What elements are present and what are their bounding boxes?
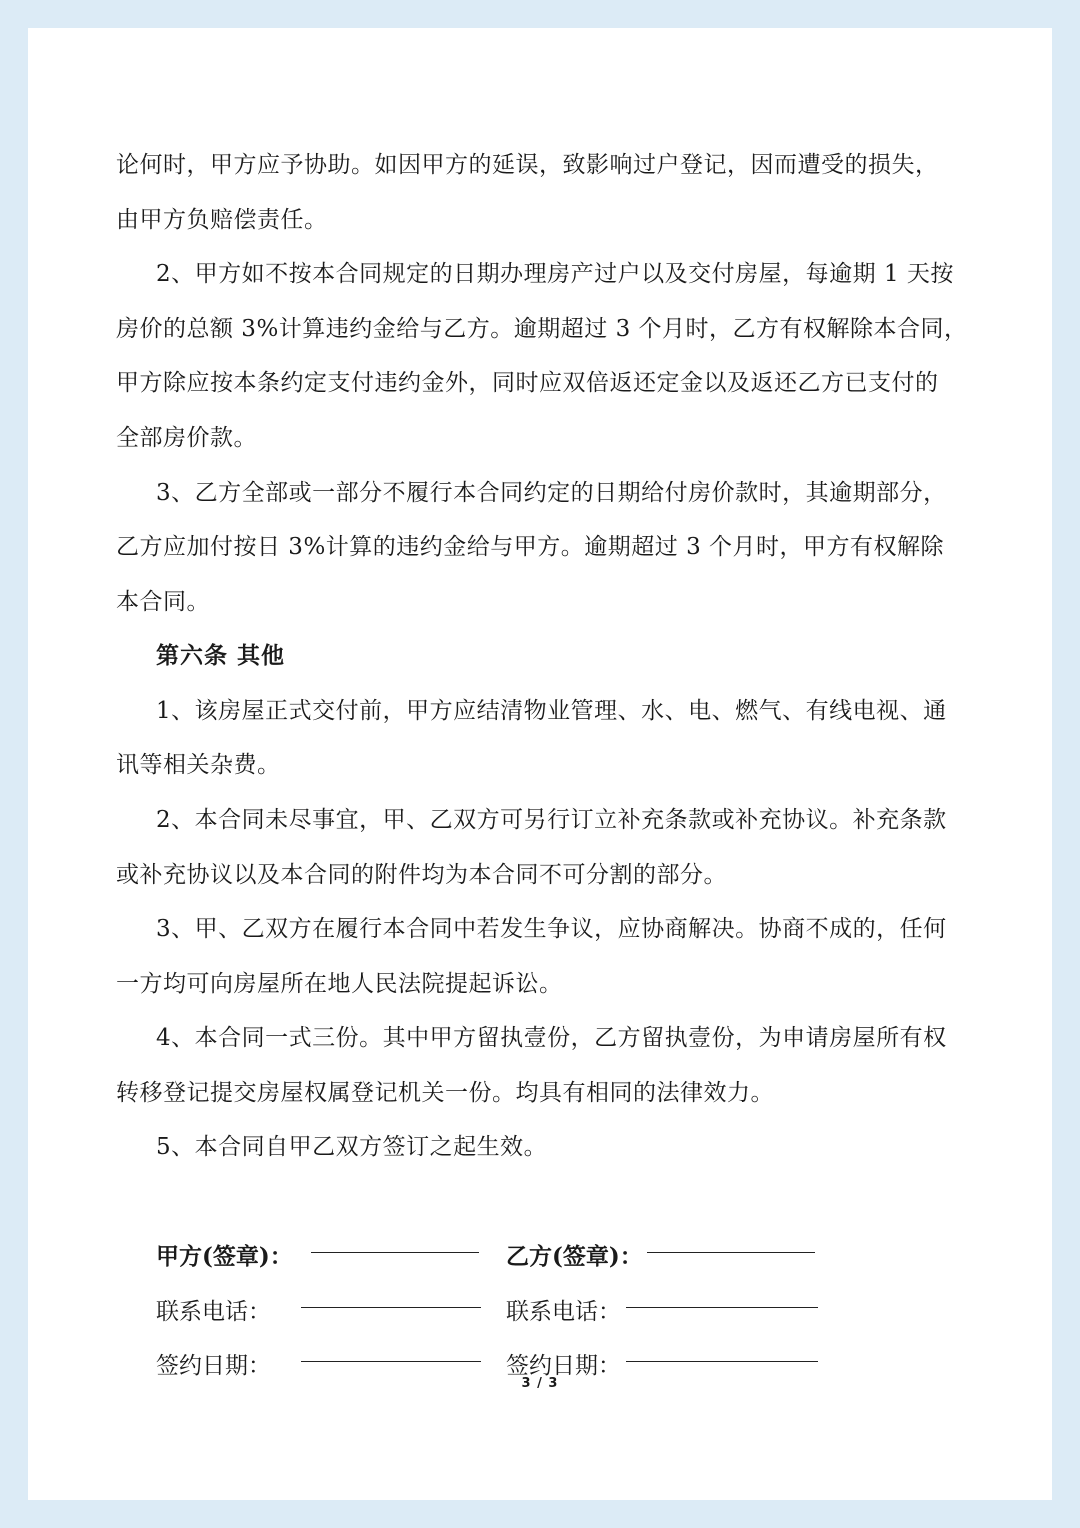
text-line: 全部房价款。 [116, 425, 257, 451]
party-a-phone-label: 联系电话： [156, 1299, 271, 1325]
clause-5-2: 2、甲方如不按本合同规定的日期办理房产过户以及交付房屋，每逾期 1 天按 [156, 261, 954, 287]
clause-6-2: 2、本合同未尽事宜，甲、乙双方可另行订立补充条款或补充协议。补充条款 [156, 807, 947, 833]
clause-5-3: 3、乙方全部或一部分不履行本合同约定的日期给付房价款时，其逾期部分， [156, 480, 947, 506]
party-a-date-line [301, 1361, 481, 1362]
page-number: 3 / 3 [521, 1376, 559, 1391]
text-line: 本合同。 [116, 589, 210, 615]
clause-6-5: 5、本合同自甲乙双方签订之起生效。 [156, 1134, 548, 1160]
text-line: 甲方除应按本条约定支付违约金外，同时应双倍返还定金以及返还乙方已支付的 [116, 370, 939, 396]
document-page [28, 28, 1052, 1500]
text-line: 一方均可向房屋所在地人民法院提起诉讼。 [116, 971, 563, 997]
text-line: 转移登记提交房屋权属登记机关一份。均具有相同的法律效力。 [116, 1080, 774, 1106]
party-b-phone-line [626, 1307, 818, 1308]
text-line: 论何时，甲方应予协助。如因甲方的延误，致影响过户登记，因而遭受的损失， [116, 152, 939, 178]
text-line: 或补充协议以及本合同的附件均为本合同不可分割的部分。 [116, 862, 727, 888]
party-a-phone-line [301, 1307, 481, 1308]
party-b-phone-label: 联系电话： [506, 1299, 621, 1325]
text-line: 房价的总额 3%计算违约金给与乙方。逾期超过 3 个月时，乙方有权解除本合同， [116, 316, 968, 342]
party-a-sign-line [311, 1252, 479, 1253]
party-a-sign-label: 甲方(签章)： [156, 1243, 293, 1270]
text-line: 由甲方负赔偿责任。 [116, 207, 328, 233]
party-b-date-line [626, 1361, 818, 1362]
clause-6-1: 1、该房屋正式交付前，甲方应结清物业管理、水、电、燃气、有线电视、通 [156, 698, 947, 724]
clause-6-3: 3、甲、乙双方在履行本合同中若发生争议，应协商解决。协商不成的，任何 [156, 916, 947, 942]
party-b-sign-label: 乙方(签章)： [506, 1243, 643, 1270]
party-b-date-label: 签约日期： [506, 1353, 621, 1379]
text-line: 讯等相关杂费。 [116, 752, 281, 778]
text-line: 乙方应加付按日 3%计算的违约金给与甲方。逾期超过 3 个月时，甲方有权解除 [116, 534, 945, 560]
article-6-heading: 第六条 其他 [156, 642, 286, 669]
party-b-sign-line [647, 1252, 815, 1253]
party-a-date-label: 签约日期： [156, 1353, 271, 1379]
clause-6-4: 4、本合同一式三份。其中甲方留执壹份，乙方留执壹份，为申请房屋所有权 [156, 1025, 947, 1051]
